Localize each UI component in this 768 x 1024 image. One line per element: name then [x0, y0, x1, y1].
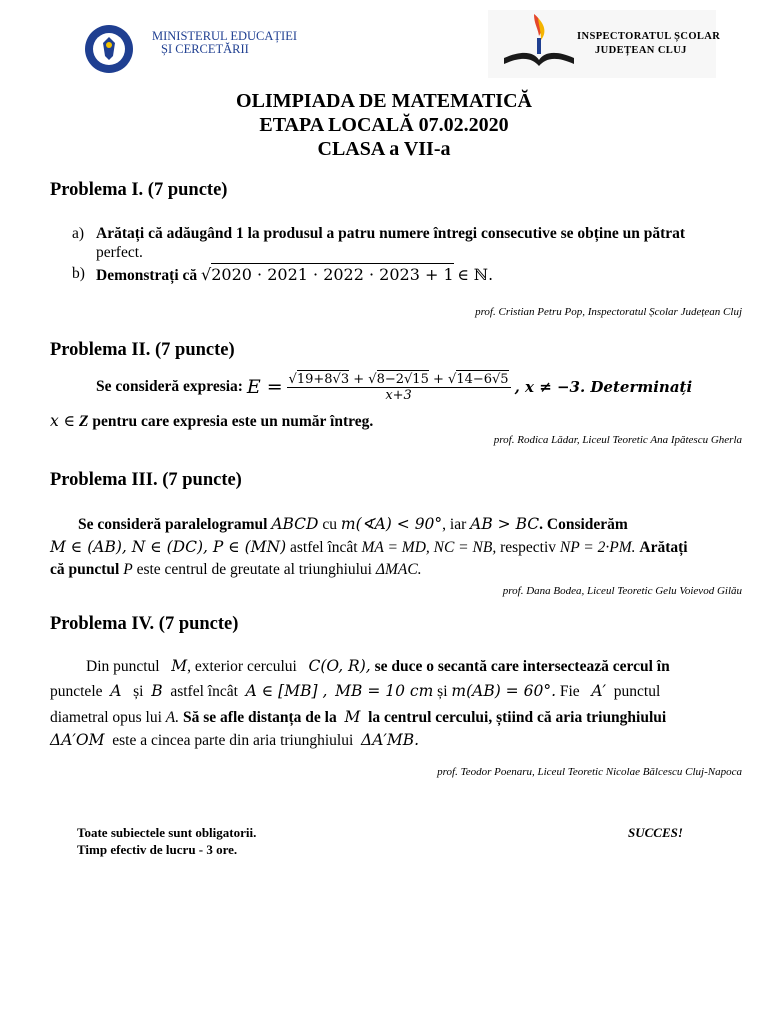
title-line-3: CLASA a VII-a [317, 138, 451, 160]
problem-3-l3d: ΔMAC. [375, 561, 422, 578]
problem-4-l2b: A [110, 682, 122, 700]
problem-4-l3b: A. [165, 709, 180, 726]
problem-3-l1c: cu [322, 516, 337, 533]
plus-sign: + [353, 371, 365, 387]
ministry-name [152, 30, 297, 56]
problem-3-l2c: MA = MD, NC = NB, [361, 539, 497, 556]
problem-3-l2f: Arătați [639, 539, 688, 556]
problem-3-l2a: M ∈ (AB), N ∈ (DC), P ∈ (MN) [50, 538, 287, 556]
problem-4-l1d: C(O, R), [308, 657, 371, 675]
problem-4-l2k: A′ [591, 682, 607, 700]
problem-1-a-text: Arătați că adăugând 1 la produsul a patru numere întregi consecutive se obține un pătrat [96, 225, 686, 242]
problem-3-author: prof. Dana Bodea, Liceul Teoretic Gelu Voievod Gilău [502, 585, 742, 597]
problem-4-l2h: și [437, 683, 448, 700]
title-line-2: ETAPA LOCALĂ 07.02.2020 [259, 114, 509, 136]
problem-4-l2d: B [151, 682, 163, 700]
problem-2-expression-line [96, 362, 692, 412]
problem-2-denominator: x+3 [385, 387, 412, 403]
problem-4-l2e: astfel încât [170, 683, 238, 700]
problem-4-l1e: se duce o secantă care intersectează cercul în [374, 658, 670, 675]
footer-line-1: Toate subiectele sunt obligatorii. [77, 825, 257, 840]
problem-1-b-label: b) [72, 265, 85, 282]
problem-4-line-1 [86, 657, 670, 676]
title-line-1: OLIMPIADA DE MATEMATICĂ [236, 90, 532, 112]
problem-2-Z: Z [79, 413, 89, 430]
problem-4-l3c: Să se afle distanța de la [183, 709, 337, 726]
problem-3-l1e: , iar [442, 516, 467, 533]
problem-4-line-2 [50, 682, 660, 701]
open-book-torch-icon [494, 10, 584, 78]
problem-3-line-3 [50, 561, 422, 579]
problem-4-author: prof. Teodor Poenaru, Liceul Teoretic Nicolae Bălcescu Cluj-Napoca [437, 766, 742, 778]
problem-1-heading: Problema I. (7 puncte) [50, 180, 228, 200]
problem-3-l2b: astfel încât [290, 539, 358, 556]
problem-4-l4c: ΔA′MB. [361, 731, 420, 749]
problem-2-x-in: x ∈ [50, 412, 76, 430]
problem-3-l3a: că punctul [50, 561, 120, 578]
problem-2-radical-2: 8−2√15 [376, 371, 429, 387]
problem-2-author: prof. Rodica Lădar, Liceul Teoretic Ana Ipătescu Gherla [493, 434, 742, 446]
problem-4-l2i: m(AB) = 60°. [451, 682, 556, 700]
problem-3-line-1 [78, 515, 628, 534]
problem-2-intro: Se consideră expresia: [96, 378, 243, 395]
problem-4-l3d: M [344, 708, 361, 726]
problem-2-condition: , x ≠ −3. Determinați [514, 378, 693, 396]
problem-1-a-text-2: perfect. [96, 244, 143, 261]
problem-2-fraction: $\frac{√19+8√3 + √8-2√15 + √14-6√5}{x+3}$ [288, 371, 509, 403]
problem-4-l4a: ΔA′OM [50, 731, 105, 749]
problem-4-l3e: la centrul cercului, știind că aria triunghiului [368, 709, 667, 726]
problem-4-l2l: punctul [613, 683, 661, 700]
footer-line-2: Timp efectiv de lucru - 3 ore. [77, 842, 238, 857]
problem-3-l1b: ABCD [271, 515, 319, 533]
problem-4-line-4 [50, 731, 419, 750]
problem-3-l2d: respectiv [500, 539, 557, 556]
problem-2-E: E = [246, 376, 283, 398]
problem-3-l2e: NP = 2·PM. [559, 539, 636, 556]
plus-sign: + [432, 371, 444, 387]
problem-3-l3b: P [123, 561, 133, 578]
problem-4-l1b: M [171, 657, 188, 675]
problem-3-l1g: . Considerăm [539, 516, 628, 533]
problem-4-l4b: este a cincea parte din aria triunghiului [112, 732, 354, 749]
problem-4-l2g: MB = 10 cm [335, 682, 434, 700]
problem-2-line-2-text: pentru care expresia este un număr întreg. [92, 413, 374, 430]
problem-3-l1a: Se consideră paralelogramul [78, 516, 268, 533]
ministry-line-2: ȘI CERCETĂRII [161, 42, 249, 56]
problem-4-l3a: diametral opus lui [50, 709, 162, 726]
problem-4-l2j: Fie [559, 683, 580, 700]
footer-success: SUCCES! [628, 825, 683, 840]
problem-1-a-label: a) [72, 225, 85, 242]
problem-4-line-3 [50, 708, 666, 727]
problem-4-l2a: punctele [50, 683, 103, 700]
inspectorate-name [577, 30, 720, 58]
problem-2-heading: Problema II. (7 puncte) [50, 340, 235, 360]
problem-4-heading: Problema IV. (7 puncte) [50, 614, 239, 634]
problem-3-heading: Problema III. (7 puncte) [50, 470, 242, 490]
problem-3-line-2 [50, 538, 688, 557]
problem-1-b-expression: 2020 · 2021 · 2022 · 2023 + 1 [211, 265, 454, 284]
inspectorate-line-2: JUDEȚEAN CLUJ [595, 45, 687, 56]
ministry-line-1: MINISTERUL EDUCAȚIEI [152, 29, 298, 43]
problem-1-author: prof. Cristian Petru Pop, Inspectoratul Școlar Județean Cluj [475, 306, 742, 318]
problem-4-l1c: , exterior cercului [187, 658, 297, 675]
problem-1-b-tail: ∈ ℕ. [457, 266, 494, 284]
problem-3-l3c: este centrul de greutate al triunghiului [136, 561, 372, 578]
problem-4-l1a: Din punctul [86, 658, 160, 675]
problem-2-radical-1: 19+8√3 [296, 371, 350, 387]
problem-4-l2f: A ∈ [MB] , [245, 682, 328, 700]
inspectorate-line-1: INSPECTORATUL ȘCOLAR [577, 31, 721, 42]
problem-4-l2c: și [133, 683, 144, 700]
problem-1-b-text: Demonstrați că [96, 267, 198, 284]
problem-3-l1f: AB > BC [470, 515, 540, 533]
problem-2-radical-3: 14−6√5 [456, 371, 509, 387]
problem-1-b-line: Demonstrați că √2020 · 2021 · 2022 · 2023 + 1 ∈ ℕ. [96, 265, 494, 284]
problem-3-l1d: m(∢A) < 90° [340, 515, 443, 533]
government-logo [74, 23, 144, 75]
problem-2-line-2 [50, 412, 373, 431]
